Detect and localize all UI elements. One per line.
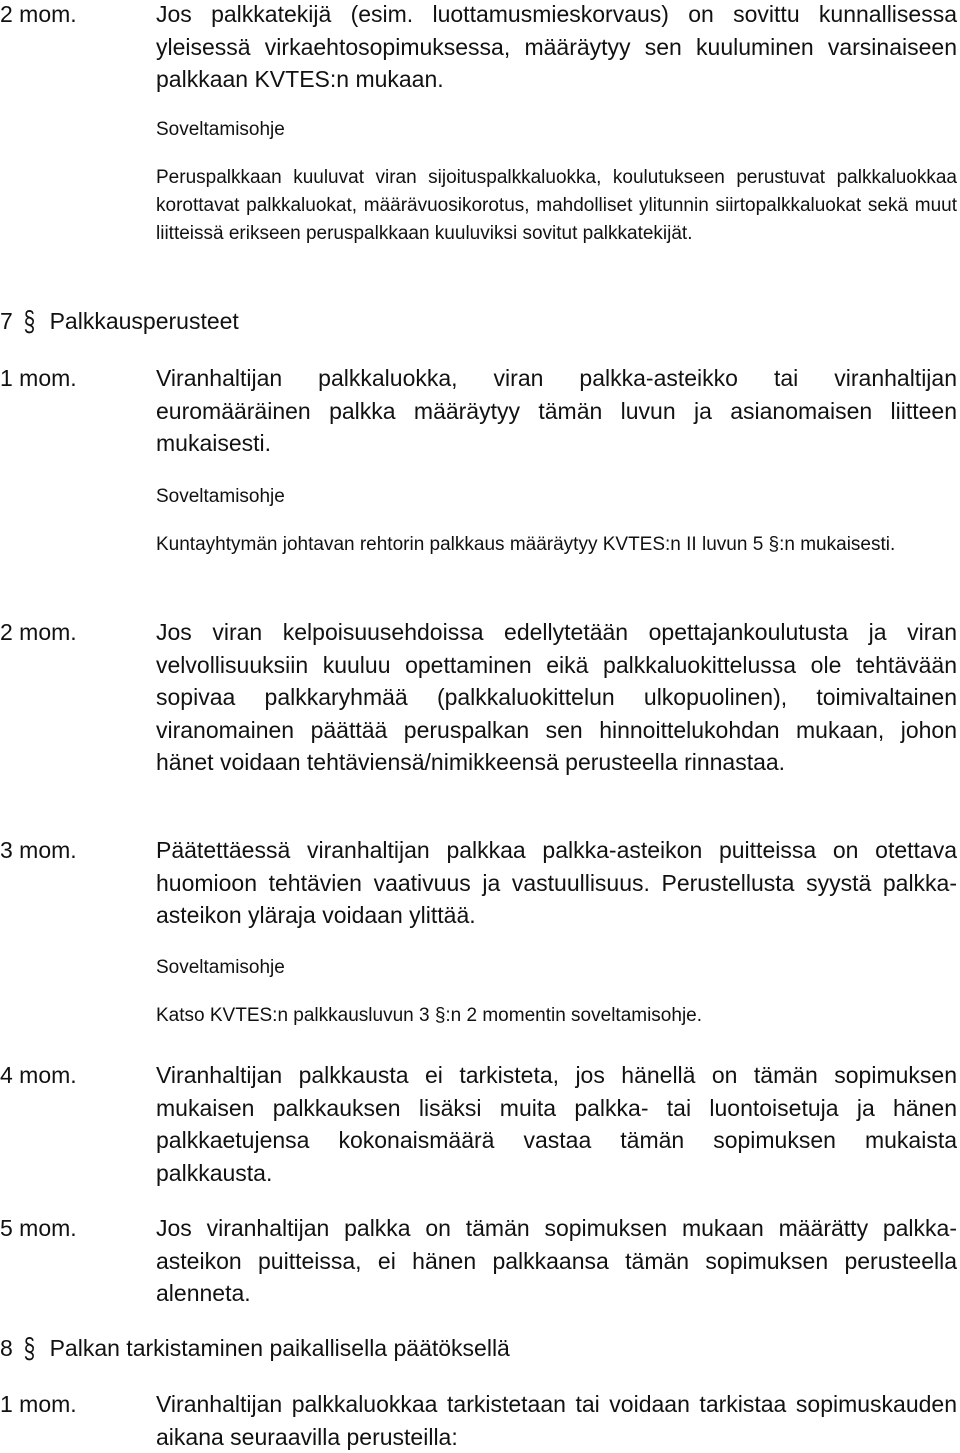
guidance-text: Kuntayhtymän johtavan rehtorin palkkaus määräytyy KVTES:n II luvun 5 §:n mukaisesti. bbox=[156, 534, 896, 555]
paragraph-label: 1 mom. bbox=[0, 365, 77, 391]
paragraph-label: 1 mom. bbox=[0, 1391, 77, 1417]
guidance-block-peruspalkka bbox=[0, 116, 960, 248]
section-sign: § bbox=[23, 1331, 35, 1365]
paragraph-text: Viranhaltijan palkkaluokka, viran palkka-asteikko tai viranhaltijan euromääräinen palkka määräytyy tämän luvun ja asianomaisen liitteen mukaisesti. bbox=[156, 365, 957, 457]
section-title: Palkkausperusteet bbox=[49, 308, 239, 334]
section-heading-7 bbox=[0, 305, 239, 337]
paragraph-text: Jos viranhaltijan palkka on tämän sopimuksen mukaan määrätty palkka-asteikon puitteissa, ei hänen palkkaansa tämän sopimuksen perusteella alenneta. bbox=[156, 1215, 957, 1307]
paragraph-label: 3 mom. bbox=[0, 837, 77, 863]
guidance-title: Soveltamisohje bbox=[156, 957, 285, 978]
paragraph-label: 4 mom. bbox=[0, 1062, 77, 1088]
paragraph-label: 5 mom. bbox=[0, 1215, 77, 1241]
paragraph-label: 2 mom. bbox=[0, 619, 77, 645]
paragraph-text: Viranhaltijan palkkausta ei tarkisteta, jos hänellä on tämän sopimuksen mukaisen palkkauksen lisäksi muita palkka- tai luontoisetuja ja hänen palkkaetujensa kokonaismäärä vastaa tämän sopimuksen mukaista palkkausta. bbox=[156, 1062, 957, 1186]
paragraph-2-mom-opettajankoulutus bbox=[0, 616, 960, 779]
paragraph-text: Päätettäessä viranhaltijan palkkaa palkka-asteikon puitteissa on otettava huomioon tehtävien vaativuus ja vastuullisuus. Perustellusta syystä palkka-asteikon yläraja voidaan ylittää. bbox=[156, 837, 957, 929]
paragraph-5-mom-alentaminen bbox=[0, 1212, 960, 1310]
guidance-title: Soveltamisohje bbox=[156, 119, 285, 140]
paragraph-text: Jos viran kelpoisuusehdoissa edellytetään opettajankoulutusta ja viran velvollisuuksiin kuuluu opettaminen eikä palkkaluokittelussa ole tehtävään sopivaa palkkaryhmää (palkkaluokittelun ulkopuolinen), toimivaltainen viranomainen päättää peruspalkan sen hinnoittelukohdan mukaan, johon hänet voidaan tehtäviensä/nimikkeensä perusteella rinnastaa. bbox=[156, 619, 957, 776]
paragraph-2-mom-palkkatekija bbox=[0, 0, 960, 96]
paragraph-3-mom-palkka-asteikko bbox=[0, 834, 960, 932]
paragraph-label: 2 mom. bbox=[0, 1, 77, 27]
guidance-text: Katso KVTES:n palkkausluvun 3 §:n 2 momentin soveltamisohje. bbox=[156, 1005, 703, 1026]
guidance-block-rehtori bbox=[0, 483, 960, 559]
paragraph-1-mom-palkkaluokka bbox=[0, 362, 960, 460]
section-number: 7 bbox=[0, 308, 13, 334]
section-sign: § bbox=[23, 304, 35, 338]
paragraph-text: Jos palkkatekijä (esim. luottamusmieskorvaus) on sovittu kunnallisessa yleisessä virkaehtosopimuksessa, määräytyy sen kuuluminen varsinaiseen palkkaan KVTES:n mukaan. bbox=[156, 1, 957, 93]
guidance-text: Peruspalkkaan kuuluvat viran sijoituspalkkaluokka, koulutukseen perustuvat palkkaluokkaa korottavat palkkaluokat, määrävuosikorotus, mahdolliset ylitunnin siirtopalkkaluokat sekä muut liitteissä erikseen peruspalkkaan kuuluviksi sovitut palkkatekijät. bbox=[156, 167, 957, 244]
guidance-block-katso bbox=[0, 954, 960, 1030]
section-heading-8 bbox=[0, 1332, 510, 1364]
paragraph-text: Viranhaltijan palkkaluokkaa tarkistetaan tai voidaan tarkistaa sopimuskauden aikana seuraavilla perusteilla: bbox=[156, 1391, 957, 1450]
guidance-title: Soveltamisohje bbox=[156, 486, 285, 507]
paragraph-4-mom-tarkistus bbox=[0, 1059, 960, 1189]
section-number: 8 bbox=[0, 1335, 13, 1361]
section-title: Palkan tarkistaminen paikallisella päätöksellä bbox=[49, 1335, 510, 1361]
paragraph-1-mom-tarkistaminen bbox=[0, 1388, 960, 1453]
